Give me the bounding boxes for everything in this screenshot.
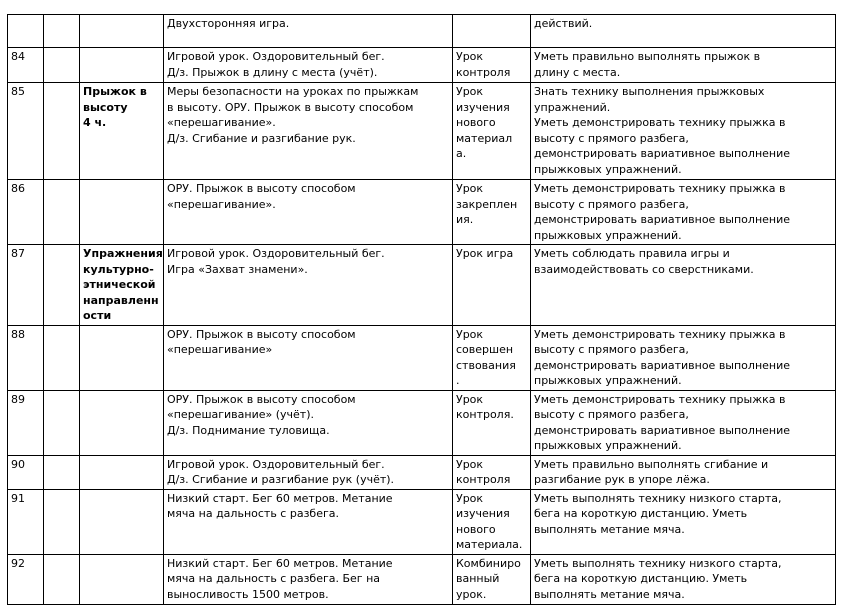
lesson-type-cell bbox=[453, 48, 531, 83]
lesson-content-cell bbox=[164, 489, 453, 554]
text-line: Комбиниро bbox=[456, 556, 521, 570]
text-line: бега на короткую дистанцию. Уметь bbox=[534, 507, 748, 520]
text-line: взаимодействовать со сверстниками. bbox=[534, 262, 754, 276]
text-line: Уметь правильно выполнять сгибание и bbox=[534, 457, 769, 471]
text-line: в высоту. ОРУ. Прыжок в высоту способом bbox=[167, 100, 414, 114]
text-line: «перешагивание» (учёт). bbox=[167, 408, 314, 421]
text-line: ствования bbox=[456, 358, 516, 372]
lesson-number-cell: 92 bbox=[8, 554, 44, 604]
table-row bbox=[8, 390, 836, 455]
text-line: Уметь выполнять технику низкого старта, bbox=[534, 556, 782, 570]
text-line: Низкий старт. Бег 60 метров. Метание bbox=[167, 491, 393, 505]
text-line: Д/з. Прыжок в длину с места (учёт). bbox=[167, 65, 378, 79]
expected-result-cell bbox=[531, 554, 836, 604]
lesson-content-cell bbox=[164, 455, 453, 489]
text-line: Урок bbox=[456, 85, 484, 98]
lesson-content-cell bbox=[164, 48, 453, 83]
section-title-line: Упражнения bbox=[83, 247, 163, 260]
lesson-type-cell bbox=[453, 245, 531, 326]
section-cell bbox=[80, 83, 164, 180]
lesson-number-cell: 88 bbox=[8, 325, 44, 390]
expected-result-cell bbox=[531, 83, 836, 180]
blank-cell bbox=[44, 455, 80, 489]
text-line: прыжковых упражнений. bbox=[534, 439, 682, 452]
text-line: прыжковых упражнений. bbox=[534, 374, 682, 387]
section-cell bbox=[80, 325, 164, 390]
text-line: Игровой урок. Оздоровительный бег. bbox=[167, 247, 385, 260]
text-line: контроля bbox=[456, 473, 511, 486]
lesson-number-cell: 86 bbox=[8, 180, 44, 245]
table-row bbox=[8, 180, 836, 245]
blank-cell bbox=[44, 180, 80, 245]
table-row bbox=[8, 489, 836, 554]
text-line: нового bbox=[456, 116, 496, 129]
lesson-content-cell bbox=[164, 180, 453, 245]
text-line: демонстрировать вариативное выполнение bbox=[534, 358, 791, 372]
text-line: выполнять метание мяча. bbox=[534, 522, 685, 536]
text-line: Д/з. Сгибание и разгибание рук (учёт). bbox=[167, 473, 395, 486]
text-line: Урок bbox=[456, 327, 484, 341]
table-row bbox=[8, 48, 836, 83]
section-cell bbox=[80, 455, 164, 489]
text-line: Знать технику выполнения прыжковых bbox=[534, 85, 765, 98]
table-row bbox=[8, 245, 836, 326]
section-cell bbox=[80, 489, 164, 554]
text-line: «перешагивание». bbox=[167, 116, 276, 129]
text-line: выносливость 1500 метров. bbox=[167, 587, 329, 601]
text-line: закреплен bbox=[456, 197, 518, 211]
section-title-line: этнической bbox=[83, 278, 156, 291]
table-row bbox=[8, 455, 836, 489]
lesson-type-cell bbox=[453, 83, 531, 180]
text-line: . bbox=[456, 374, 460, 387]
section-cell bbox=[80, 390, 164, 455]
blank-cell bbox=[44, 83, 80, 180]
blank-cell bbox=[44, 245, 80, 326]
lesson-type-cell bbox=[453, 15, 531, 48]
text-line: Уметь соблюдать правила игры и bbox=[534, 247, 730, 260]
text-line: высоту с прямого разбега, bbox=[534, 408, 689, 421]
text-line: Урок игра bbox=[456, 247, 514, 260]
text-line: прыжковых упражнений. bbox=[534, 162, 682, 176]
text-line: «перешагивание». bbox=[167, 197, 276, 211]
section-title-line: культурно- bbox=[83, 262, 154, 276]
text-line: урок. bbox=[456, 587, 487, 601]
text-line: ия. bbox=[456, 213, 474, 226]
lesson-number-cell: 90 bbox=[8, 455, 44, 489]
expected-result-cell bbox=[531, 15, 836, 48]
text-line: демонстрировать вариативное выполнение bbox=[534, 423, 791, 437]
section-hours: 4 ч. bbox=[83, 116, 107, 129]
text-line: ОРУ. Прыжок в высоту способом bbox=[167, 182, 356, 195]
expected-result-cell bbox=[531, 180, 836, 245]
table-row bbox=[8, 83, 836, 180]
text-line: Уметь демонстрировать технику прыжка в bbox=[534, 182, 786, 195]
section-cell bbox=[80, 15, 164, 48]
text-line: демонстрировать вариативное выполнение bbox=[534, 147, 791, 160]
lesson-content-cell bbox=[164, 15, 453, 48]
text-line: ОРУ. Прыжок в высоту способом bbox=[167, 392, 356, 406]
lesson-plan-table bbox=[7, 14, 836, 605]
text-line: Уметь правильно выполнять прыжок в bbox=[534, 50, 761, 63]
text-line: Меры безопасности на уроках по прыжкам bbox=[167, 85, 419, 98]
expected-result-cell bbox=[531, 245, 836, 326]
lesson-content-cell bbox=[164, 83, 453, 180]
text-line: Урок bbox=[456, 182, 484, 195]
text-line: материала. bbox=[456, 538, 523, 551]
expected-result-cell bbox=[531, 325, 836, 390]
lesson-type-cell bbox=[453, 455, 531, 489]
text-line: высоту с прямого разбега, bbox=[534, 343, 689, 356]
text-line: Уметь демонстрировать технику прыжка в bbox=[534, 116, 786, 129]
text-line: Низкий старт. Бег 60 метров. Метание bbox=[167, 556, 393, 570]
lesson-number-cell: 84 bbox=[8, 48, 44, 83]
text-line: ОРУ. Прыжок в высоту способом bbox=[167, 327, 356, 341]
text-line: ванный bbox=[456, 572, 500, 585]
blank-cell bbox=[44, 15, 80, 48]
text-line: высоту с прямого разбега, bbox=[534, 197, 689, 211]
section-cell bbox=[80, 554, 164, 604]
text-line: «перешагивание» bbox=[167, 343, 273, 356]
text-line: материал bbox=[456, 131, 513, 145]
section-title-line: высоту bbox=[83, 100, 128, 114]
table-row bbox=[8, 15, 836, 48]
text-line: а. bbox=[456, 147, 467, 160]
lesson-number-cell: 89 bbox=[8, 390, 44, 455]
text-line: упражнений. bbox=[534, 100, 611, 114]
text-line: прыжковых упражнений. bbox=[534, 228, 682, 242]
text-line: действий. bbox=[534, 17, 593, 30]
text-line: мяча на дальность с разбега. bbox=[167, 507, 339, 520]
section-title-line: Прыжок в bbox=[83, 85, 147, 98]
lesson-type-cell bbox=[453, 180, 531, 245]
lesson-content-cell bbox=[164, 390, 453, 455]
blank-cell bbox=[44, 489, 80, 554]
text-line: демонстрировать вариативное выполнение bbox=[534, 213, 791, 226]
expected-result-cell bbox=[531, 489, 836, 554]
blank-cell bbox=[44, 390, 80, 455]
blank-cell bbox=[44, 325, 80, 390]
text-line: нового bbox=[456, 522, 496, 536]
section-title-line: ости bbox=[83, 309, 112, 322]
lesson-number-cell: 85 bbox=[8, 83, 44, 180]
text-line: Уметь выполнять технику низкого старта, bbox=[534, 491, 782, 505]
lesson-type-cell bbox=[453, 554, 531, 604]
text-line: контроля. bbox=[456, 408, 514, 421]
text-line: мяча на дальность с разбега. Бег на bbox=[167, 572, 381, 585]
lesson-content-cell bbox=[164, 245, 453, 326]
lesson-number-cell bbox=[8, 15, 44, 48]
text-line: бега на короткую дистанцию. Уметь bbox=[534, 572, 748, 585]
lesson-type-cell bbox=[453, 325, 531, 390]
text-line: Уметь демонстрировать технику прыжка в bbox=[534, 327, 786, 341]
text-line: Урок bbox=[456, 491, 484, 505]
lesson-content-cell bbox=[164, 325, 453, 390]
lesson-type-cell bbox=[453, 489, 531, 554]
lesson-number-cell: 91 bbox=[8, 489, 44, 554]
text-line: Игровой урок. Оздоровительный бег. bbox=[167, 50, 385, 63]
expected-result-cell bbox=[531, 390, 836, 455]
blank-cell bbox=[44, 554, 80, 604]
text-line: высоту с прямого разбега, bbox=[534, 131, 689, 145]
text-line: разгибание рук в упоре лёжа. bbox=[534, 473, 710, 486]
lesson-content-cell bbox=[164, 554, 453, 604]
section-cell bbox=[80, 245, 164, 326]
text-line: Уметь демонстрировать технику прыжка в bbox=[534, 392, 786, 406]
table-row bbox=[8, 554, 836, 604]
text-line: Урок bbox=[456, 392, 484, 406]
lesson-number-cell: 87 bbox=[8, 245, 44, 326]
text-line: Игровой урок. Оздоровительный бег. bbox=[167, 457, 385, 471]
text-line: Урок bbox=[456, 457, 484, 471]
section-cell bbox=[80, 48, 164, 83]
blank-cell bbox=[44, 48, 80, 83]
text-line: Игра «Захват знамени». bbox=[167, 262, 308, 276]
text-line: изучения bbox=[456, 507, 510, 520]
expected-result-cell bbox=[531, 455, 836, 489]
section-cell bbox=[80, 180, 164, 245]
text-line: Двухсторонняя игра. bbox=[167, 17, 290, 30]
text-line: выполнять метание мяча. bbox=[534, 587, 685, 601]
text-line: Д/з. Поднимание туловища. bbox=[167, 423, 330, 437]
table-row bbox=[8, 325, 836, 390]
text-line: Урок bbox=[456, 50, 484, 63]
text-line: Д/з. Сгибание и разгибание рук. bbox=[167, 131, 356, 145]
text-line: изучения bbox=[456, 100, 510, 114]
text-line: длину с места. bbox=[534, 65, 621, 79]
text-line: совершен bbox=[456, 343, 514, 356]
section-title-line: направленн bbox=[83, 293, 159, 307]
text-line: контроля bbox=[456, 65, 511, 79]
expected-result-cell bbox=[531, 48, 836, 83]
lesson-type-cell bbox=[453, 390, 531, 455]
